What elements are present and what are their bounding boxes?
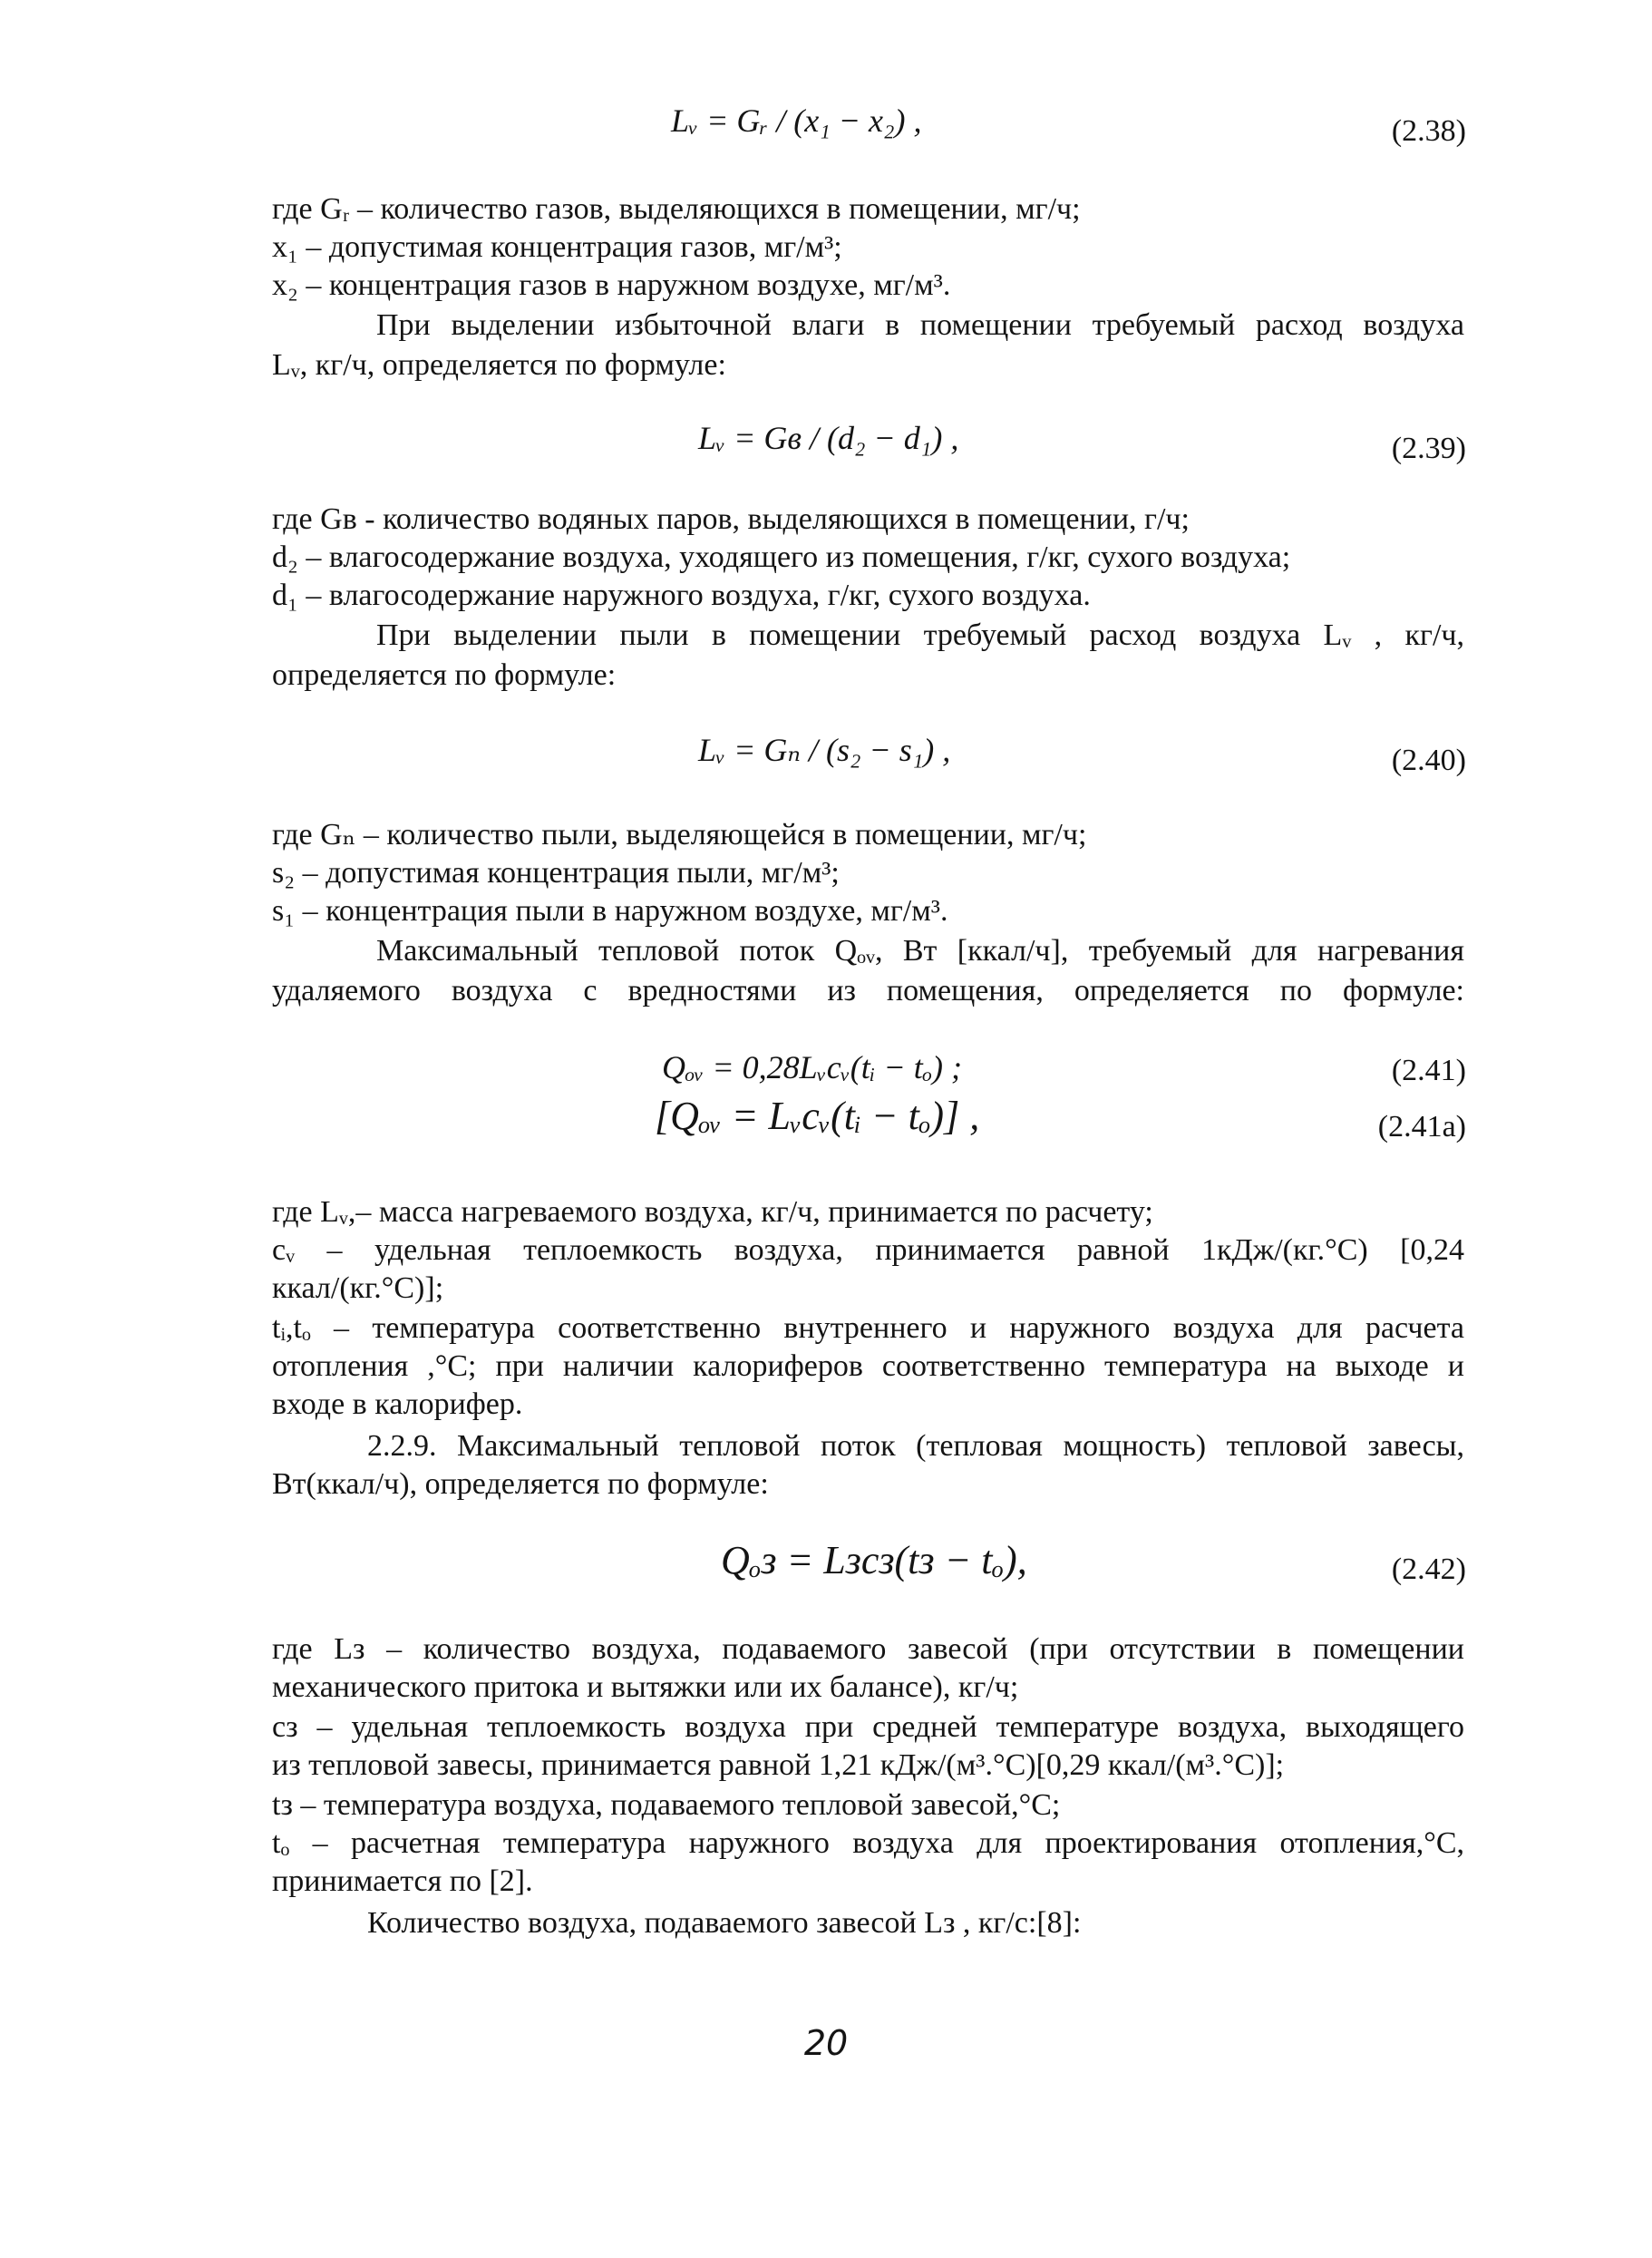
equation-number-2-39: (2.39) xyxy=(1391,432,1466,465)
text-line: d₁ – влагосодержание наружного воздуха, г/кг, сухого воздуха. xyxy=(272,579,1091,612)
text-line: s₂ – допустимая концентрация пыли, мг/м³; xyxy=(272,856,840,890)
text-line: Максимальный тепловой поток Qₒᵥ, Вт [ккал/ч], требуемый для нагревания xyxy=(376,934,1464,968)
text-line: из тепловой завесы, принимается равной 1,21 кДж/(м³.°С)[0,29 ккал/(м³.°С)]; xyxy=(272,1748,1285,1782)
text-line: принимается по [2]. xyxy=(272,1864,533,1898)
text-line: где Gᵣ – количество газов, выделяющихся в помещении, мг/ч; xyxy=(272,192,1081,226)
equation-number-2-41a: (2.41a) xyxy=(1377,1110,1466,1144)
text-line: x₁ – допустимая концентрация газов, мг/м³; xyxy=(272,230,842,264)
formula-2-41a: [Qₒᵥ = Lᵥcᵥ(tᵢ − tₒ)] , xyxy=(655,1094,980,1138)
text-line: где Gв - количество водяных паров, выделяющихся в помещении, г/ч; xyxy=(272,502,1190,536)
text-line: s₁ – концентрация пыли в наружном воздухе, мг/м³. xyxy=(272,894,948,928)
text-line: tз – температура воздуха, подаваемого тепловой завесой,°С; xyxy=(272,1788,1061,1822)
equation-number-2-38: (2.38) xyxy=(1391,114,1466,148)
formula-2-42: Qₒз = Lзcз(tз − tₒ), xyxy=(721,1538,1027,1582)
equation-number-2-42: (2.42) xyxy=(1391,1552,1466,1586)
formula-2-41: Qₒᵥ = 0,28Lᵥcᵥ(tᵢ − tₒ) ; xyxy=(662,1049,963,1085)
formula-2-38: Lᵥ = Gᵣ / (x₁ − x₂) , xyxy=(671,102,922,139)
text-line: tᵢ,tₒ – температура соответственно внутреннего и наружного воздуха для расчета xyxy=(272,1311,1464,1345)
text-line: Вт(ккал/ч), определяется по формуле: xyxy=(272,1467,769,1501)
equation-number-2-41: (2.41) xyxy=(1391,1054,1466,1087)
text-line: определяется по формуле: xyxy=(272,658,617,692)
text-line: удаляемого воздуха с вредностями из помещения, определяется по формуле: xyxy=(272,974,1464,1007)
page-number: 20 xyxy=(803,2023,849,2063)
text-line: отопления ,°С; при наличии калориферов соответственно температура на выходе и xyxy=(272,1349,1464,1383)
text-line: где Gₙ – количество пыли, выделяющейся в помещении, мг/ч; xyxy=(272,818,1087,852)
text-line: входе в калорифер. xyxy=(272,1387,523,1421)
text-line: d₂ – влагосодержание воздуха, уходящего из помещения, г/кг, сухого воздуха; xyxy=(272,540,1291,574)
text-line: x₂ – концентрация газов в наружном воздухе, мг/м³. xyxy=(272,268,951,302)
text-line: где Lᵥ,– масса нагреваемого воздуха, кг/ч, принимается по расчету; xyxy=(272,1195,1153,1229)
text-line: механического притока и вытяжки или их балансе), кг/ч; xyxy=(272,1670,1019,1704)
text-line: При выделении избыточной влаги в помещении требуемый расход воздуха xyxy=(376,308,1464,342)
text-line: 2.2.9. Максимальный тепловой поток (тепловая мощность) тепловой завесы, xyxy=(367,1429,1464,1463)
text-line: tₒ – расчетная температура наружного воздуха для проектирования отопления,°С, xyxy=(272,1826,1464,1860)
text-line: cз – удельная теплоемкость воздуха при средней температуре воздуха, выходящего xyxy=(272,1710,1464,1744)
text-line: Lᵥ, кг/ч, определяется по формуле: xyxy=(272,348,726,382)
formula-2-40: Lᵥ = Gₙ / (s₂ − s₁) , xyxy=(698,732,951,768)
text-line: ккал/(кг.°С)]; xyxy=(272,1271,444,1305)
text-line: cᵥ – удельная теплоемкость воздуха, принимается равной 1кДж/(кг.°С) [0,24 xyxy=(272,1233,1464,1267)
text-line: где Lз – количество воздуха, подаваемого завесой (при отсутствии в помещении xyxy=(272,1632,1464,1666)
formula-2-39: Lᵥ = Gв / (d₂ − d₁) , xyxy=(698,420,959,456)
text-line: Количество воздуха, подаваемого завесой Lз , кг/с:[8]: xyxy=(367,1906,1082,1940)
text-line: При выделении пыли в помещении требуемый расход воздуха Lᵥ , кг/ч, xyxy=(376,618,1464,652)
equation-number-2-40: (2.40) xyxy=(1391,744,1466,777)
